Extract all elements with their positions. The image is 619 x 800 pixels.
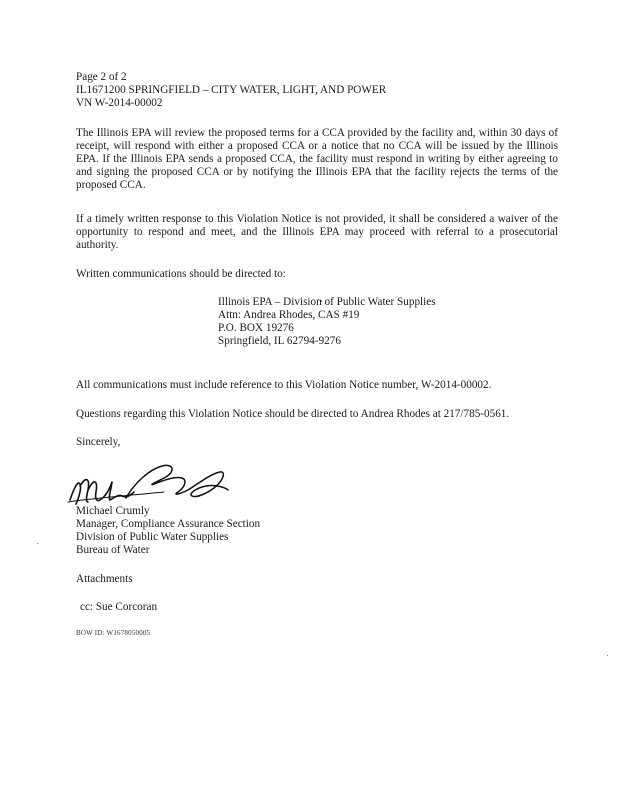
mailing-address [218,296,436,348]
written-communications-intro: Written communications should be directed to: [76,268,286,280]
bow-id: BOW ID: W1678050005 [76,629,151,637]
address-line: Attn: Andrea Rhodes, CAS #19 [218,309,360,321]
cc-line: cc: Sue Corcoran [80,601,158,613]
paragraph-waiver [76,213,558,252]
facility-name: IL1671200 SPRINGFIELD – CITY WATER, LIGHT, AND POWER [76,84,387,96]
page-number: Page 2 of 2 [76,71,127,83]
paragraph-text: If a timely written response to this Violation Notice is not provided, it shall be considered a waiver of the opportunity to respond and meet, and the Illinois EPA may proceed with referral to a prosecutorial authority. [76,213,558,251]
violation-notice-number: VN W-2014-00002 [76,97,163,109]
attachments-label: Attachments [76,573,133,585]
page-header [76,71,558,110]
scan-speck [37,543,38,544]
signer-title: Manager, Compliance Assurance Section [76,518,261,530]
address-line: Springfield, IL 62794-9276 [218,335,341,347]
signer-division: Division of Public Water Supplies [76,531,229,543]
closing: Sincerely, [76,436,121,448]
address-line: P.O. BOX 19276 [218,322,294,334]
paragraph-text: The Illinois EPA will review the proposed terms for a CCA provided by the facility and, within 30 days of receipt, will respond with either a proposed CCA or a notice that no CCA will be issued by the Illinois EPA. If the Illinois EPA sends a proposed CCA, the facility must respond in writing by either agreeing to and signing the proposed CCA or by notifying the Illinois EPA that the facility rejects the terms of the proposed CCA. [76,127,558,191]
signer-block [76,505,558,557]
scan-speck [607,655,608,656]
questions-note: Questions regarding this Violation Notice should be directed to Andrea Rhodes at 217/785-0561. [76,408,510,420]
address-line: Illinois EPA – Division of Public Water Supplies [218,296,436,308]
signer-name: Michael Crumly [76,505,150,517]
reference-note: All communications must include reference to this Violation Notice number, W-2014-00002. [76,379,492,391]
signer-bureau: Bureau of Water [76,544,150,556]
paragraph-cca-review [76,127,558,192]
